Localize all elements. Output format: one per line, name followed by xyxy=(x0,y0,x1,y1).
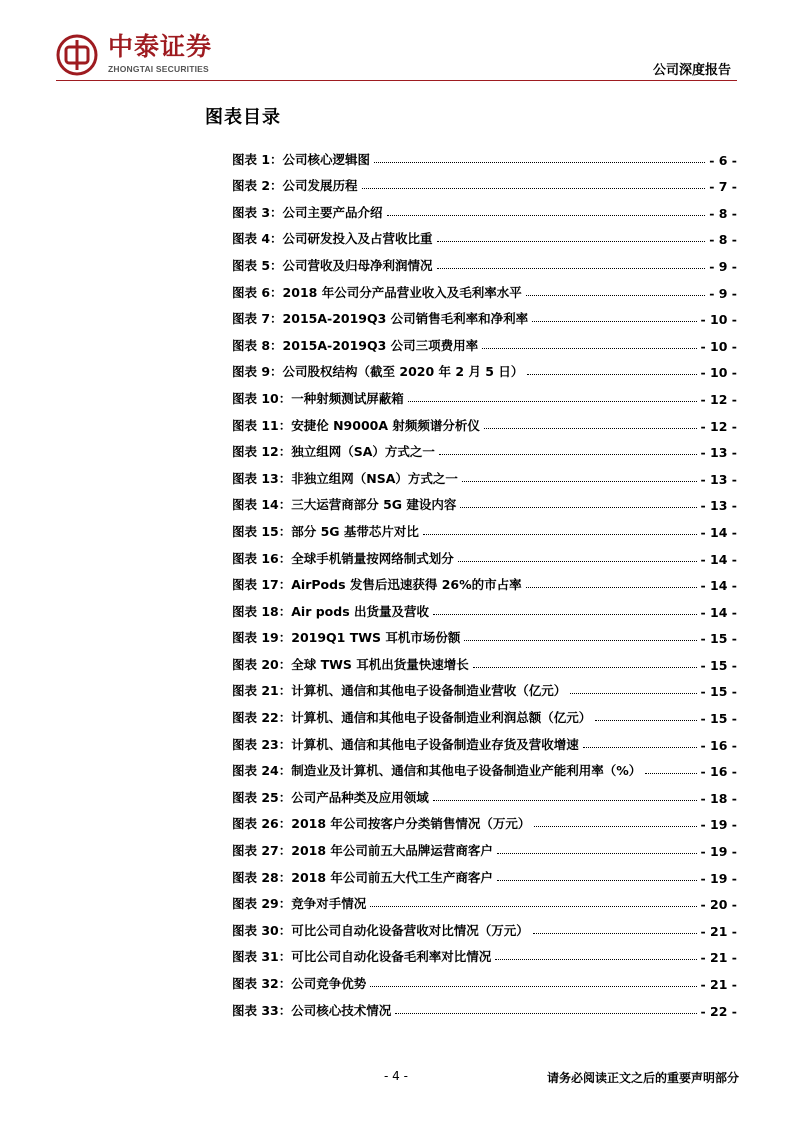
toc-entry-page[interactable]: - 21 - xyxy=(700,950,737,966)
toc-entry-page[interactable]: - 13 - xyxy=(700,471,737,487)
toc-entry[interactable] xyxy=(232,221,737,248)
toc-dot-leader xyxy=(374,162,705,163)
toc-entry-label[interactable]: 图表 4：公司研发投入及占营收比重 xyxy=(232,231,433,247)
toc-dot-leader xyxy=(526,587,697,588)
toc-entry-label[interactable]: 图表 14：三大运营商部分 5G 建设内容 xyxy=(232,497,457,513)
toc-entry-page[interactable]: - 15 - xyxy=(700,631,737,647)
toc-entry-page[interactable]: - 20 - xyxy=(700,897,737,913)
toc-entry-page[interactable]: - 9 - xyxy=(709,285,737,301)
zhongtai-logo-icon xyxy=(56,34,98,76)
toc-dot-leader xyxy=(370,906,696,907)
toc-entry[interactable] xyxy=(232,434,737,461)
toc-entry[interactable] xyxy=(232,912,737,939)
toc-entry-page[interactable]: - 15 - xyxy=(700,684,737,700)
toc-entry[interactable] xyxy=(232,939,737,966)
toc-entry[interactable] xyxy=(232,487,737,514)
toc-dot-leader xyxy=(370,986,696,987)
toc-dot-leader xyxy=(533,933,697,934)
toc-dot-leader xyxy=(484,428,697,429)
figure-table-of-contents xyxy=(232,141,737,1019)
toc-entry-page[interactable]: - 9 - xyxy=(709,258,737,274)
toc-entry-label[interactable]: 图表 27：2018 年公司前五大品牌运营商客户 xyxy=(232,843,493,859)
toc-entry-label[interactable]: 图表 3：公司主要产品介绍 xyxy=(232,204,383,220)
toc-entry-page[interactable]: - 10 - xyxy=(700,338,737,354)
toc-dot-leader xyxy=(583,747,697,748)
toc-entry-label[interactable]: 图表 22：计算机、通信和其他电子设备制造业利润总额（亿元） xyxy=(232,710,592,726)
toc-dot-leader xyxy=(570,693,696,694)
toc-entry-label[interactable]: 图表 23：计算机、通信和其他电子设备制造业存货及营收增速 xyxy=(232,736,579,752)
logo-company-name-cn: 中泰证券 xyxy=(108,32,213,61)
toc-entry-label[interactable]: 图表 12：独立组网（SA）方式之一 xyxy=(232,444,435,460)
toc-entry[interactable] xyxy=(232,806,737,833)
toc-entry[interactable] xyxy=(232,460,737,487)
toc-entry-label[interactable]: 图表 15：部分 5G 基带芯片对比 xyxy=(232,523,419,539)
toc-entry-page[interactable]: - 16 - xyxy=(700,737,737,753)
toc-entry-label[interactable]: 图表 31：可比公司自动化设备毛利率对比情况 xyxy=(232,949,492,965)
toc-entry[interactable] xyxy=(232,380,737,407)
toc-entry-page[interactable]: - 15 - xyxy=(700,657,737,673)
toc-dot-leader xyxy=(437,268,706,269)
toc-entry-label[interactable]: 图表 16：全球手机销量按网络制式划分 xyxy=(232,550,454,566)
toc-dot-leader xyxy=(473,667,697,668)
toc-entry[interactable] xyxy=(232,965,737,992)
toc-dot-leader xyxy=(395,1013,696,1014)
toc-entry-page[interactable]: - 14 - xyxy=(700,551,737,567)
toc-entry-page[interactable]: - 13 - xyxy=(700,498,737,514)
toc-entry[interactable] xyxy=(232,301,737,328)
toc-entry[interactable] xyxy=(232,699,737,726)
header-divider xyxy=(56,80,737,81)
toc-entry-label[interactable]: 图表 7：2015A-2019Q3 公司销售毛利率和净利率 xyxy=(232,311,529,327)
toc-dot-leader xyxy=(437,241,706,242)
toc-entry-label[interactable]: 图表 8：2015A-2019Q3 公司三项费用率 xyxy=(232,337,479,353)
toc-entry-page[interactable]: - 19 - xyxy=(700,817,737,833)
toc-entry[interactable] xyxy=(232,194,737,221)
toc-entry-page[interactable]: - 15 - xyxy=(700,711,737,727)
toc-dot-leader xyxy=(458,561,697,562)
toc-entry[interactable] xyxy=(232,832,737,859)
toc-entry[interactable] xyxy=(232,620,737,647)
toc-dot-leader xyxy=(532,321,696,322)
toc-entry-label[interactable]: 图表 28：2018 年公司前五大代工生产商客户 xyxy=(232,869,493,885)
toc-entry[interactable] xyxy=(232,407,737,434)
toc-entry-label[interactable]: 图表 32：公司竞争优势 xyxy=(232,976,367,991)
page-header xyxy=(0,0,793,80)
toc-dot-leader xyxy=(482,348,696,349)
toc-entry-label[interactable]: 图表 26：2018 年公司按客户分类销售情况（万元） xyxy=(232,816,531,832)
toc-entry-label[interactable]: 图表 19：2019Q1 TWS 耳机市场份额 xyxy=(232,630,461,646)
toc-dot-leader xyxy=(464,640,696,641)
logo-company-name-en: ZHONGTAI SECURITIES xyxy=(108,64,209,74)
toc-entry-label[interactable]: 图表 2：公司发展历程 xyxy=(232,178,358,194)
toc-entry[interactable] xyxy=(232,247,737,274)
toc-dot-leader xyxy=(497,853,697,854)
toc-entry-label[interactable]: 图表 9：公司股权结构（截至 2020 年 2 月 5 日） xyxy=(232,364,524,380)
toc-entry[interactable] xyxy=(232,753,737,780)
toc-entry-page[interactable]: - 21 - xyxy=(700,923,737,939)
toc-entry-label[interactable]: 图表 21：计算机、通信和其他电子设备制造业营收（亿元） xyxy=(232,683,567,699)
toc-dot-leader xyxy=(423,534,697,535)
toc-entry-label[interactable]: 图表 17：AirPods 发售后迅速获得 26%的市占率 xyxy=(232,577,522,593)
toc-entry[interactable] xyxy=(232,274,737,301)
toc-entry-page[interactable]: - 19 - xyxy=(700,844,737,860)
toc-entry-label[interactable]: 图表 6：2018 年公司分产品营业收入及毛利率水平 xyxy=(232,284,522,300)
toc-entry-page[interactable]: - 19 - xyxy=(700,870,737,886)
toc-entry-label[interactable]: 图表 18：Air pods 出货量及营收 xyxy=(232,603,429,619)
toc-entry-label[interactable]: 图表 13：非独立组网（NSA）方式之一 xyxy=(232,470,458,486)
footer-disclaimer: 请务必阅读正文之后的重要声明部分 xyxy=(546,1071,739,1085)
toc-entry-page[interactable]: - 21 - xyxy=(700,977,737,992)
toc-dot-leader xyxy=(408,401,697,402)
toc-entry-label[interactable]: 图表 25：公司产品种类及应用领域 xyxy=(232,789,429,805)
toc-dot-leader xyxy=(497,880,697,881)
toc-dot-leader xyxy=(439,454,697,455)
toc-entry[interactable] xyxy=(232,354,737,381)
toc-entry[interactable] xyxy=(232,567,737,594)
report-type-label: 公司深度报告 xyxy=(652,63,731,78)
toc-entry[interactable] xyxy=(232,646,737,673)
toc-entry-label[interactable]: 图表 1：公司核心逻辑图 xyxy=(232,151,371,167)
footer-page-number: - 4 - xyxy=(384,1069,408,1083)
toc-entry-page[interactable]: - 6 - xyxy=(709,152,737,168)
toc-entry-page[interactable]: - 12 - xyxy=(700,391,737,407)
toc-dot-leader xyxy=(534,826,696,827)
toc-entry[interactable] xyxy=(232,726,737,753)
toc-dot-leader xyxy=(526,295,706,296)
toc-entry[interactable] xyxy=(232,540,737,567)
toc-entry-label[interactable]: 图表 29：竞争对手情况 xyxy=(232,896,367,912)
toc-dot-leader xyxy=(527,374,696,375)
toc-entry-page[interactable]: - 8 - xyxy=(709,205,737,221)
toc-dot-leader xyxy=(460,507,696,508)
toc-dot-leader xyxy=(433,614,697,615)
toc-dot-leader xyxy=(387,215,706,216)
toc-entry[interactable] xyxy=(232,327,737,354)
toc-entry-page[interactable]: - 16 - xyxy=(700,764,737,780)
toc-dot-leader xyxy=(595,720,696,721)
toc-entry-label[interactable]: 图表 33：公司核心技术情况 xyxy=(232,1002,392,1018)
toc-entry-page[interactable]: - 7 - xyxy=(709,179,737,195)
toc-dot-leader xyxy=(495,959,696,960)
toc-entry-page[interactable]: - 14 - xyxy=(700,604,737,620)
toc-entry[interactable] xyxy=(232,513,737,540)
toc-entry[interactable] xyxy=(232,859,737,886)
toc-entry-page[interactable]: - 18 - xyxy=(700,790,737,806)
toc-entry[interactable] xyxy=(232,779,737,806)
toc-entry-page[interactable]: - 13 - xyxy=(700,445,737,461)
toc-dot-leader xyxy=(433,800,697,801)
toc-entry[interactable] xyxy=(232,593,737,620)
toc-entry-label[interactable]: 图表 11：安捷伦 N9000A 射频频谱分析仪 xyxy=(232,417,480,433)
toc-entry-page[interactable]: - 8 - xyxy=(709,232,737,248)
toc-entry[interactable] xyxy=(232,992,737,1019)
toc-entry-label[interactable]: 图表 20：全球 TWS 耳机出货量快速增长 xyxy=(232,656,469,672)
toc-entry-page[interactable]: - 12 - xyxy=(700,418,737,434)
toc-entry-label[interactable]: 图表 5：公司营收及归母净利润情况 xyxy=(232,257,433,273)
toc-entry-page[interactable]: - 10 - xyxy=(700,312,737,328)
toc-entry-label[interactable]: 图表 24：制造业及计算机、通信和其他电子设备制造业产能利用率（%） xyxy=(232,763,642,779)
toc-entry[interactable] xyxy=(232,141,737,168)
toc-entry[interactable] xyxy=(232,673,737,700)
toc-title: 图表目录 xyxy=(205,107,281,128)
toc-entry[interactable] xyxy=(232,168,737,195)
toc-dot-leader xyxy=(462,481,697,482)
toc-dot-leader xyxy=(645,773,696,774)
toc-entry[interactable] xyxy=(232,886,737,913)
toc-entry-label[interactable]: 图表 10：一种射频测试屏蔽箱 xyxy=(232,390,404,406)
toc-entry-page[interactable]: - 22 - xyxy=(700,1003,737,1019)
toc-entry-page[interactable]: - 14 - xyxy=(700,524,737,540)
toc-entry-label[interactable]: 图表 30：可比公司自动化设备营收对比情况（万元） xyxy=(232,922,529,938)
toc-entry-page[interactable]: - 14 - xyxy=(700,578,737,594)
toc-dot-leader xyxy=(362,188,706,189)
toc-entry-page[interactable]: - 10 - xyxy=(700,365,737,381)
